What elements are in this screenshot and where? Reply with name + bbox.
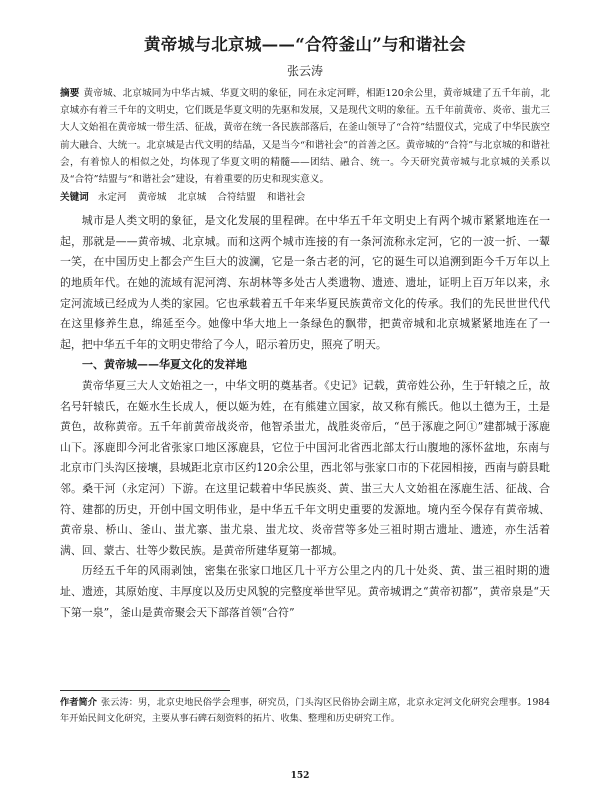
keyword: 和谐社会: [266, 192, 306, 204]
abstract-label: 摘要: [60, 88, 80, 99]
body-paragraph: 历经五千年的风雨剥蚀，密集在张家口地区几十平方公里之内的几十处炎、黄、蚩三祖时期的遗址、遗迹，其原始度、丰厚度以及历史风貌的完整度举世罕见。黄帝城谓之“黄帝初都”，黄帝泉是“天下第一泉”，釜山是黄帝聚会天下部落首领“合符”: [60, 564, 550, 619]
intro-paragraph: 城市是人类文明的象征，是文化发展的里程碑。在中华五千年文明史上有两个城市紧紧地连在一起，那就是——黄帝城、北京城。而和这两个城市连接的有一条河流称永定河，它的一波一折、一颦一笑，在中国历史上都会产生巨大的波澜，它是一条古老的河，它的诞生可以追溯到距今千万年以上的地质年代。在她的流域有泥河湾、东胡林等多处古人类遗物、遗迹、遗址，证明上百万年以来，永定河流域已经成为人类的家园。它也承载着五千年来华夏民族黄帝文化的传承。我们的先民世世代代在这里修养生息，绵延至今。她像中华大地上一条绿色的飘带，把黄帝城和北京城紧紧地连在了一起，把中华五千年的文明史带给了今人，昭示着历史，照亮了明天。: [60, 214, 550, 351]
body-paragraph: 黄帝华夏三大人文始祖之一，中华文明的奠基者。《史记》记载，黄帝姓公孙，生于轩辕之丘，故名号轩辕氏，在姬水生长成人，便以姬为姓，在有熊建立国家，故又称有熊氏。他以土德为王，土是黄色，故称黄帝。五千年前黄帝战炎帝，他智杀蚩尤，战胜炎帝后，“邑于涿鹿之阿①”建都城于涿鹿山下。涿鹿即今河北省张家口地区涿鹿县，它位于中国河北省西北部太行山腹地的涿怀盆地，东南与北京市门头沟区接壤，县城距北京市区约120余公里，西北邻与张家口市的下花园相接，西南与蔚县毗邻。桑干河（永定河）下游。在这里记载着中华民族炎、黄、蚩三大人文始祖在涿鹿生活、征战、合符、建都的历史，开创中国文明伟业，是中华五千年文明史重要的发源地。境内至今保存有黄帝城、黄帝泉、桥山、釜山、蚩尤寨、蚩尤泉、蚩尤坟、炎帝营等多处三祖时期古遗址、遗迹，亦生活着满、回、蒙古、壮等少数民族。是黄帝所建华夏第一都城。: [60, 378, 550, 557]
keyword: 合符结盟: [217, 192, 256, 204]
footnote-text: 张云涛：男，北京史地民俗学会理事，研究员，门头沟区民俗协会副主席，北京永定河文化研究会理事。1984年开始民间文化研究，主要从事石碑石刻资料的拓片、收集、整理和历史研究工作。: [60, 697, 550, 724]
keyword: 北京城: [177, 192, 207, 204]
abstract-text: 黄帝城、北京城同为中华古城、华夏文明的象征，同在永定河畔，相距120余公里，黄帝城建了五千年前，北京城亦有着三千年的文明史，它们既是华夏文明的先驱和发展，又是现代文明的象征。五千年前黄帝、炎帝、蚩尤三大人文始祖在黄帝城一带生活、征战，黄帝在统一各民族部落后，在釜山领导了“合符”结盟仪式，完成了中华民族空前大融合、大统一。北京城是古代文明的结晶，又是当今“和谐社会”的首善之区。黄帝城的“合符”与北京城的和谐社会，有着惊人的相似之处，均体现了华夏文明的精髓——团结、融合、统一。今天研究黄帝城与北京城的关系以及“合符”结盟与“和谐社会”建设，有着重要的历史和现实意义。: [60, 88, 551, 186]
section-heading: 一、黄帝城——华夏文化的发祥地: [82, 358, 247, 372]
page-number: 152: [290, 771, 310, 781]
article-title: 黄帝城与北京城——“合符釜山”与和谐社会: [144, 35, 466, 54]
keywords-label: 关键词: [60, 192, 89, 204]
article-author: 张云涛: [286, 64, 323, 78]
keywords: [60, 189, 550, 206]
footnote-label: 作者简介: [60, 697, 98, 708]
keyword: 黄帝城: [137, 192, 167, 204]
abstract: [60, 85, 550, 188]
footnote-divider: [60, 690, 230, 691]
author-footnote: [60, 695, 550, 727]
keyword: 永定河: [97, 192, 127, 204]
